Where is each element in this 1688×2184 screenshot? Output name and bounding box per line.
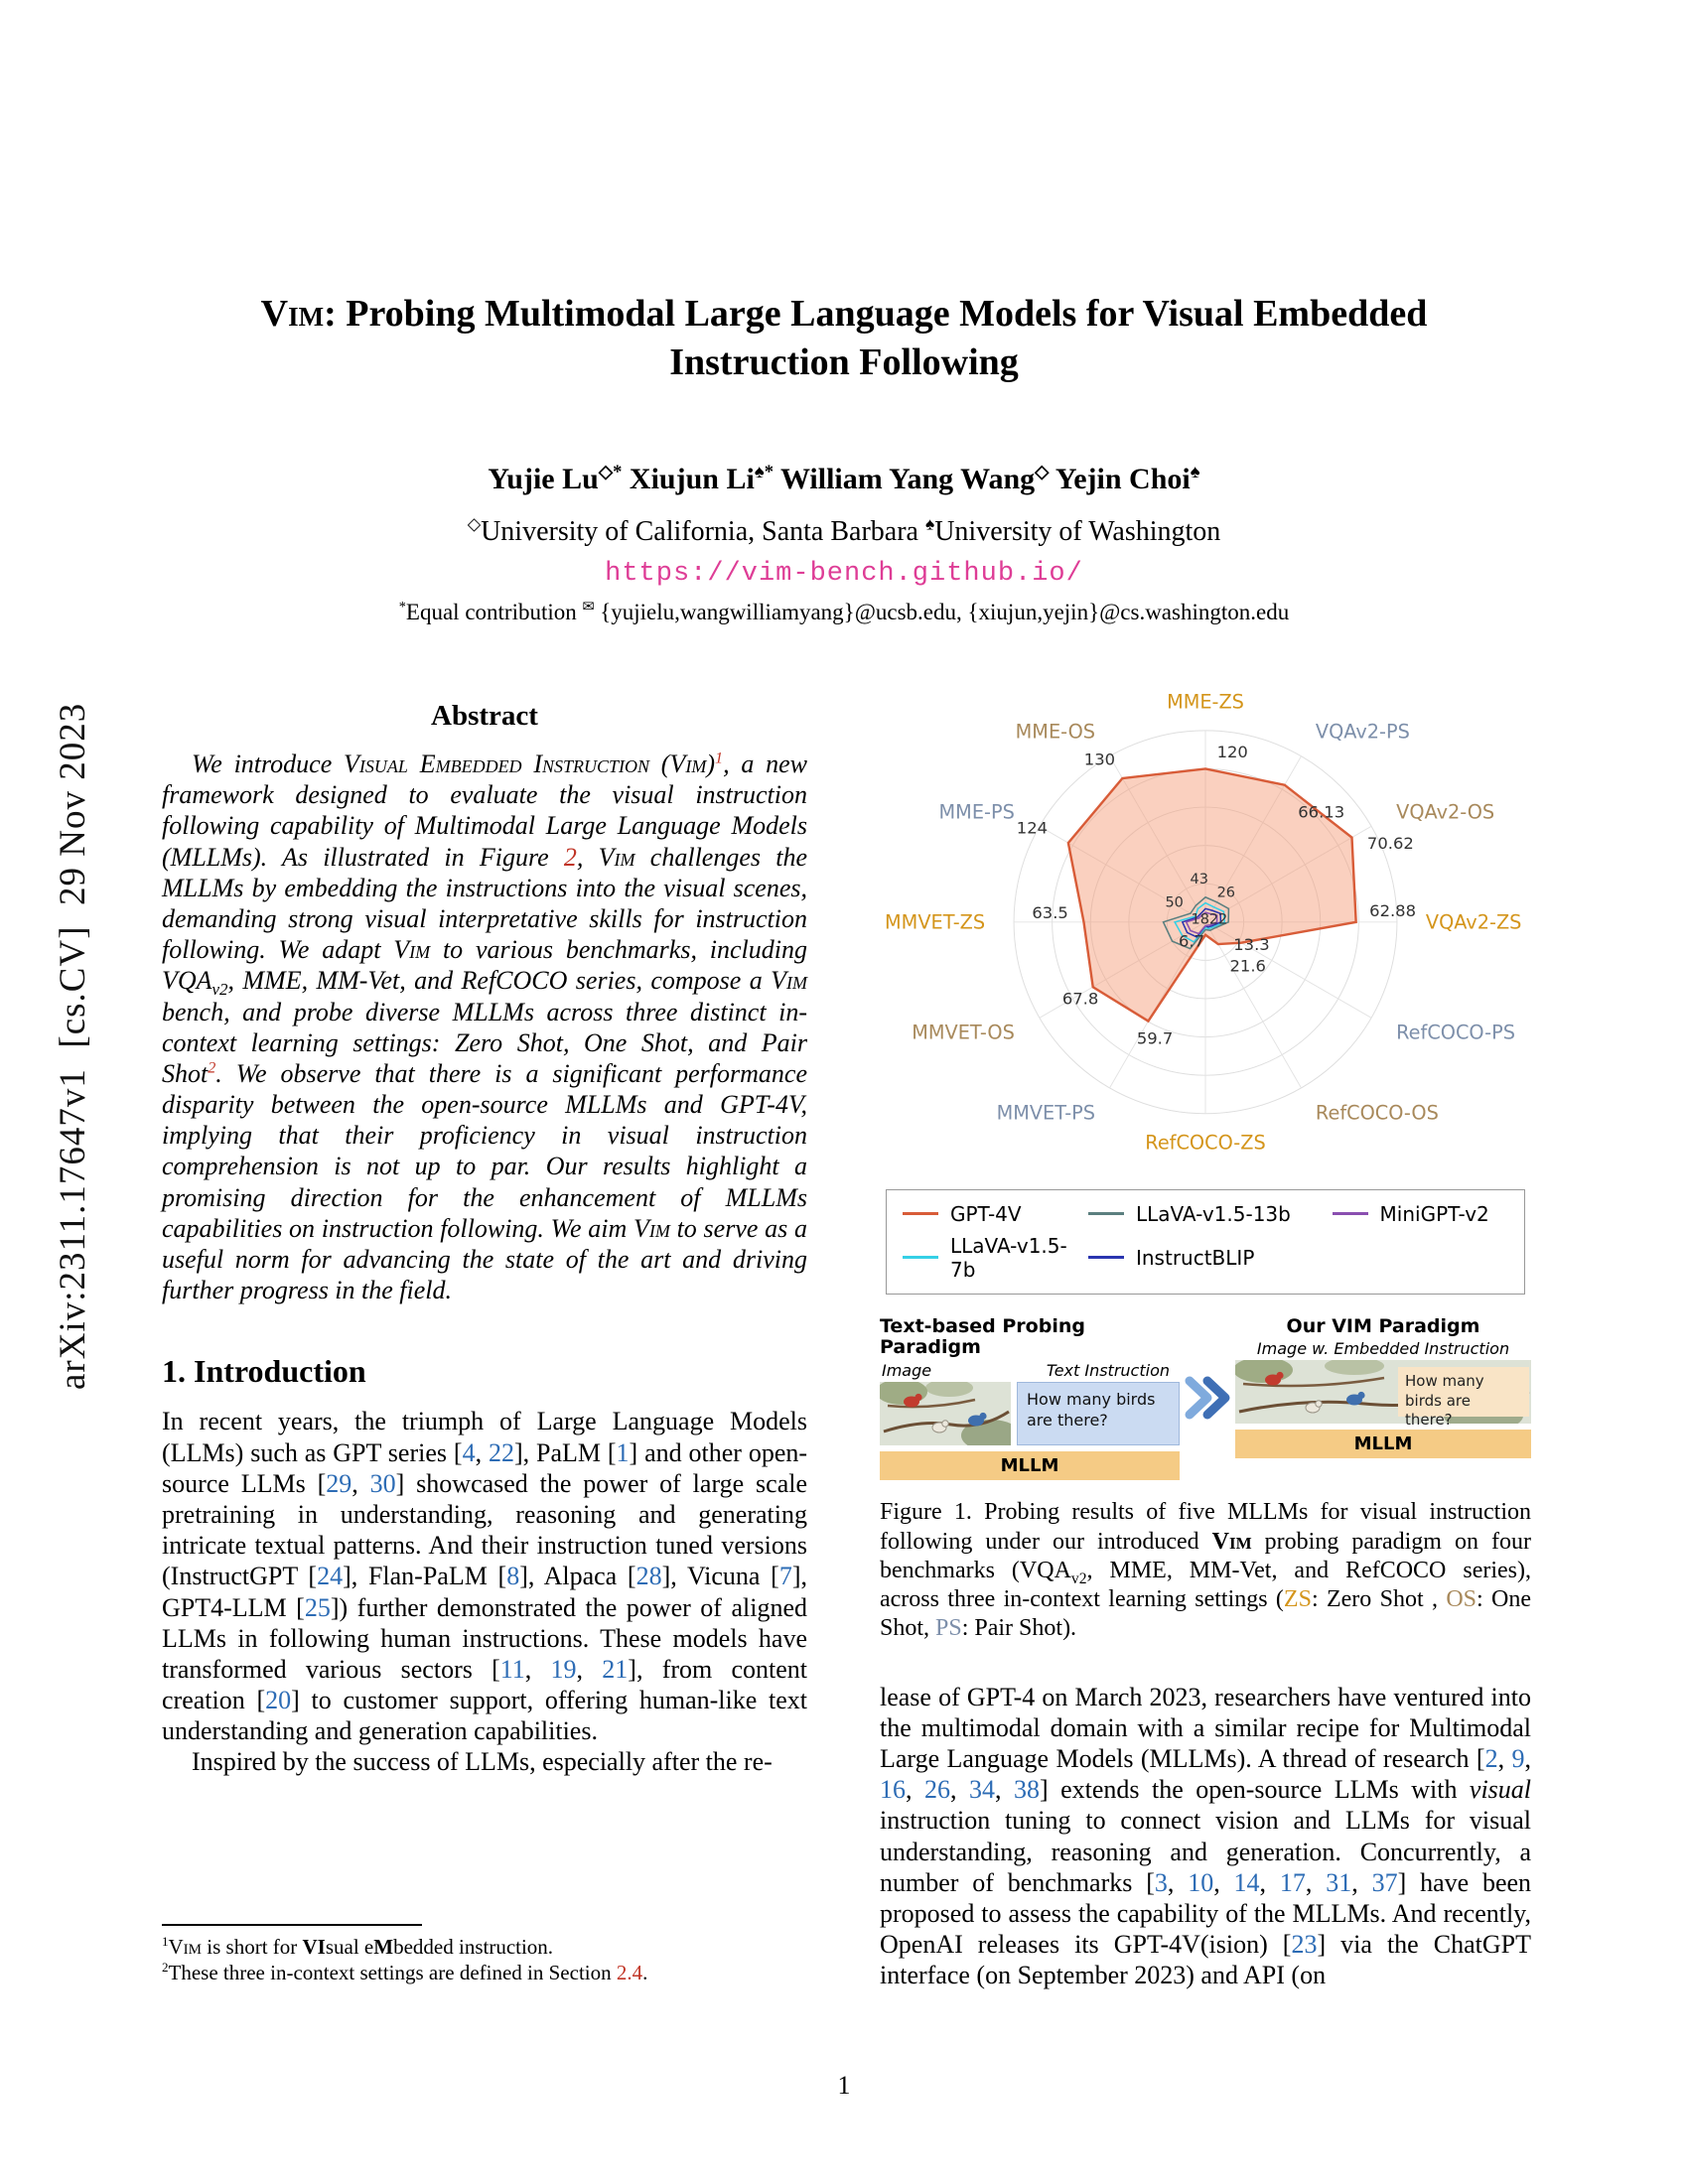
ref-link[interactable]: 2	[208, 1059, 216, 1077]
ref-link[interactable]: 1	[715, 750, 724, 767]
left-column	[162, 700, 807, 1778]
bird-image	[880, 1382, 1011, 1445]
radar-value-label: 70.62	[1366, 834, 1414, 854]
embedded-instruction-label: Image w. Embedded Instruction	[1256, 1339, 1510, 1359]
radar-value-label: 21.6	[1229, 956, 1266, 976]
mllm-bar-left: MLLM	[880, 1451, 1180, 1480]
radar-value-label: 59.7	[1136, 1028, 1174, 1048]
radar-axis-label: MMVET-PS	[996, 1101, 1096, 1125]
citation-link[interactable]: 37	[1371, 1867, 1398, 1897]
figure1-caption: Figure 1. Probing results of five MLLMs for visual instruction following under our introduced Vim probing paradigm on four benchmarks ($VQA_{v2}$, MME, MM-Vet, and RefCOCO series), across three in-context learning settings (ZS: Zero Shot , OS: One Shot, PS: Pair Shot).	[880, 1499, 1531, 1642]
citation-link[interactable]: 11	[499, 1654, 525, 1684]
right-column-text: lease of GPT-4 on March 2023, researchers have ventured into the multimodal domain with a similar recipe for Multimodal Large Language Models (MLLMs). A thread of research [2, 9, 16, 26, 34, 38] extends the open-source LLMs with visual instruction tuning to connect vision and LLMs for visual understanding, reasoning and generation. Concurrently, a number of benchmarks [3, 10, 14, 17, 31, 37] have been proposed to assess the capability of the MLLMs. And recently, OpenAI releases its GPT-4V(ision) [23] via the ChatGPT interface (on September 2023) and API (on	[880, 1682, 1532, 1990]
citation-link[interactable]: 4	[462, 1437, 476, 1467]
radar-value-label: 13.3	[1233, 934, 1270, 954]
radar-axis-label: MME-PS	[938, 800, 1015, 824]
legend-line-swatch	[903, 1256, 938, 1259]
figure1-radar-chart	[880, 673, 1531, 1171]
radar-value-label: 120	[1216, 742, 1248, 761]
footnote-2: $^2$These three in-context settings are defined in Section 2.4.	[162, 1960, 648, 1985]
legend-line-swatch	[1088, 1256, 1124, 1259]
radar-value-label: 67.8	[1061, 989, 1099, 1009]
citation-link[interactable]: 23	[1291, 1930, 1318, 1960]
citation-link[interactable]: 1	[616, 1437, 630, 1467]
radar-value-label: 66.13	[1298, 802, 1345, 822]
paper-title-line1: Vim: Probing Multimodal Large Language Models for Visual Embedded	[260, 293, 1428, 335]
authors-line: Yujie Lu◇* Xiujun Li♠* William Yang Wang◇ Yejin Choi♠	[488, 462, 1200, 495]
legend-label: LLaVA-v1.5-13b	[1135, 1201, 1291, 1226]
image-label: Image	[882, 1361, 932, 1381]
paper-title	[162, 290, 1526, 386]
citation-link[interactable]: 34	[968, 1775, 995, 1805]
double-chevron-icon	[1184, 1373, 1231, 1423]
radar-axis-label: VQAv2-ZS	[1425, 910, 1522, 934]
citation-link[interactable]: 2	[1484, 1744, 1498, 1774]
footnote-divider	[162, 1924, 422, 1926]
radar-axis-label: MME-ZS	[1167, 690, 1244, 714]
citation-link[interactable]: 16	[880, 1775, 906, 1805]
radar-axis-label: MMVET-ZS	[885, 910, 986, 934]
citation-link[interactable]: 7	[778, 1562, 792, 1591]
abstract-heading: Abstract	[431, 700, 538, 732]
vim-paradigm-title: Our VIM Paradigm	[1286, 1314, 1480, 1337]
radar-value-label: 62.88	[1369, 901, 1417, 921]
intro-paragraph-1: In recent years, the triumph of Large Language Models (LLMs) such as GPT series [4, 22], PaLM [1] and other open-source LLMs [29, 30] showcased the power of large scale pretraining in understanding, reasoning and generating intricate textual patterns. And their instruction tuned versions (InstructGPT [24], Flan-PaLM [8], Alpaca [28], Vicuna [7], GPT4-LLM [25]) further demonstrated the power of aligned LLMs in following human instructions. These models have transformed various sectors [11, 19, 21], from content creation [20] to customer support, offering human-like text understanding and generation capabilities.	[162, 1407, 808, 1746]
text-probing-title: Text-based Probing Paradigm	[880, 1314, 1085, 1359]
legend-label: GPT-4V	[950, 1201, 1022, 1226]
vim-paradigm-panel	[1235, 1316, 1531, 1481]
citation-link[interactable]: 31	[1326, 1867, 1352, 1897]
equal-contribution-line: *Equal contribution ✉ {yujielu,wangwilliamyang}@ucsb.edu, {xiujun,yejin}@cs.washington.edu	[398, 599, 1290, 624]
bird-image-embedded	[1235, 1360, 1531, 1430]
radar-value-label: 63.5	[1032, 902, 1068, 922]
arxiv-stamp: arXiv:2311.17647v1 [cs.CV] 29 Nov 2023	[53, 702, 93, 1390]
citation-link[interactable]: 8	[506, 1562, 520, 1591]
footnote-block	[162, 1924, 807, 1986]
citation-link[interactable]: 30	[369, 1468, 396, 1498]
ref-link[interactable]: 2	[563, 842, 577, 872]
ref-link[interactable]: 2.4	[616, 1961, 643, 1985]
legend-item-llava-v1-5-7b	[903, 1234, 1082, 1282]
legend-label: InstructBLIP	[1135, 1245, 1255, 1270]
figure1-paradigm-diagram	[880, 1316, 1531, 1481]
radar-axis-label: RefCOCO-PS	[1396, 1021, 1515, 1044]
radar-axis-label: MMVET-OS	[912, 1021, 1015, 1044]
citation-link[interactable]: 10	[1188, 1867, 1214, 1897]
radar-axis-label: RefCOCO-ZS	[1145, 1131, 1266, 1155]
citation-link[interactable]: 20	[265, 1686, 292, 1715]
citation-link[interactable]: 22	[488, 1437, 514, 1467]
radar-axis-label: MME-OS	[1015, 720, 1096, 744]
project-url-link[interactable]: https://vim-bench.github.io/	[605, 559, 1083, 589]
citation-link[interactable]: 29	[326, 1468, 352, 1498]
legend-item-minigpt-v2	[1333, 1202, 1508, 1226]
citation-link[interactable]: 38	[1013, 1775, 1040, 1805]
page-number: 1	[837, 2071, 851, 2100]
introduction-heading: 1. Introduction	[162, 1353, 366, 1390]
citation-link[interactable]: 3	[1154, 1867, 1168, 1897]
citation-link[interactable]: 9	[1511, 1744, 1525, 1774]
radar-value-label: 6.7	[1178, 931, 1205, 951]
legend-item-llava-v1-5-13b	[1088, 1202, 1327, 1226]
text-instruction-box: How many birds are there?	[1017, 1382, 1180, 1445]
text-probing-panel	[880, 1316, 1180, 1481]
radar-center-label: 43	[1190, 872, 1208, 888]
citation-link[interactable]: 21	[602, 1654, 629, 1684]
citation-link[interactable]: 14	[1233, 1867, 1260, 1897]
radar-value-label: 130	[1083, 750, 1116, 769]
text-instruction-label: Text Instruction	[1046, 1361, 1170, 1381]
right-column	[880, 673, 1531, 1991]
legend-label: LLaVA-v1.5-7b	[950, 1233, 1067, 1282]
paper-title-line2: Instruction Following	[669, 341, 1019, 383]
legend-item-instructblip	[1088, 1234, 1327, 1282]
radar-center-label: 22	[1208, 911, 1228, 928]
radar-chart-svg	[880, 673, 1531, 1171]
radar-axis-label: VQAv2-PS	[1315, 720, 1410, 744]
citation-link[interactable]: 24	[317, 1562, 344, 1591]
embedded-instruction-box: How many birds are there?	[1398, 1367, 1529, 1417]
radar-axis-label: RefCOCO-OS	[1315, 1101, 1439, 1125]
citation-link[interactable]: 26	[923, 1775, 950, 1805]
legend-line-swatch	[903, 1212, 938, 1215]
radar-center-label: 18	[1191, 911, 1209, 928]
citation-link[interactable]: 28	[635, 1562, 662, 1591]
figure1-legend	[886, 1189, 1525, 1295]
citation-link[interactable]: 19	[550, 1654, 577, 1684]
intro-paragraph-2: Inspired by the success of LLMs, especially after the re-	[192, 1747, 773, 1777]
citation-link[interactable]: 25	[304, 1592, 331, 1622]
abstract-text: We introduce Visual Embedded Instruction (Vim)$^1$, a new framework designed to evaluate the visual instruction following capability of Multimodal Large Language Models (MLLMs). As illustrated in Figure 2, Vim challenges the MLLMs by embedding the instructions into the visual scenes, demanding strong visual interpretative skills for instruction following. We adapt Vim to various benchmarks, including $VQA_{v2}$, MME, MM-Vet, and RefCOCO series, compose a Vim bench, and probe diverse MLLMs across three distinct in-context learning settings: Zero Shot, One Shot, and Pair Shot$^2$. We observe that there is a significant performance disparity between the open-source MLLMs and GPT-4V, implying that their proficiency in visual instruction comprehension is not up to par. Our results highlight a promising direction for the enhancement of MLLMs capabilities on instruction following. We aim Vim to serve as a useful norm for advancing the state of the art and driving further progress in the field.	[162, 750, 808, 1305]
citation-link[interactable]: 17	[1279, 1867, 1306, 1897]
legend-line-swatch	[1333, 1212, 1368, 1215]
footnote-1: $^1$Vim is short for VIsual eMbedded instruction.	[162, 1934, 554, 1959]
radar-center-label: 50	[1165, 894, 1184, 911]
legend-line-swatch	[1088, 1212, 1124, 1215]
radar-axis-label: VQAv2-OS	[1396, 800, 1495, 824]
project-url-line	[162, 556, 1526, 589]
legend-item-gpt-4v	[903, 1202, 1082, 1226]
paradigm-arrow	[1180, 1316, 1235, 1481]
radar-value-label: 124	[1016, 818, 1049, 838]
legend-label: MiniGPT-v2	[1379, 1201, 1489, 1226]
radar-center-label: 26	[1216, 885, 1235, 901]
mllm-bar-right: MLLM	[1235, 1430, 1531, 1458]
affiliations-line: ◇University of California, Santa Barbara ♠University of Washington	[467, 514, 1221, 547]
